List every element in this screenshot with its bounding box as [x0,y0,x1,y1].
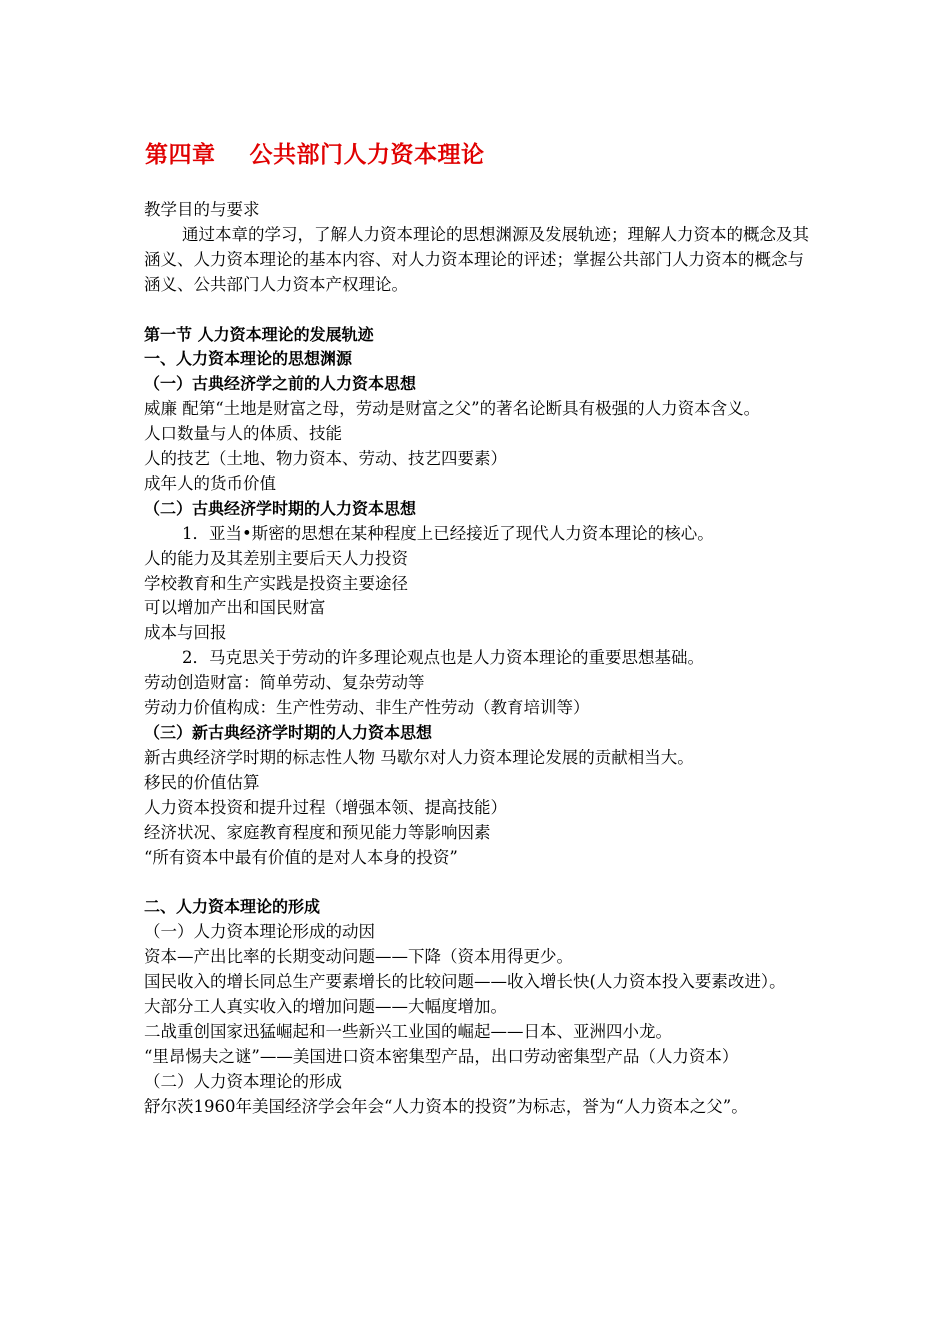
paragraph: 国民收入的增长同总生产要素增长的比较问题——收入增长快(人力资本投入要素改进）。 [144,972,786,992]
paragraph: 成本与回报 [144,623,227,643]
numbered-item: 2．马克思关于劳动的许多理论观点也是人力资本理论的重要思想基础。 [182,648,704,668]
chapter-title: 第四章 公共部门人力资本理论 [145,142,485,168]
paragraph: 人的能力及其差别主要后天人力投资 [144,548,408,568]
paragraph: 可以增加产出和国民财富 [144,598,326,618]
paragraph: 人口数量与人的体质、技能 [144,424,342,444]
subsection-title: （三）新古典经济学时期的人力资本思想 [144,723,433,743]
paragraph: 人力资本投资和提升过程（增强本领、提高技能） [144,797,507,817]
paragraph: 大部分工人真实收入的增加问题——大幅度增加。 [144,996,507,1016]
spacer [144,298,812,323]
paragraph: 新古典经济学时期的标志性人物 马歇尔对人力资本理论发展的贡献相当大。 [144,747,694,767]
paragraph: 舒尔茨1960年美国经济学会年会“人力资本的投资”为标志，誉为“人力资本之父”。 [144,1096,748,1116]
paragraph: 经济状况、家庭教育程度和预见能力等影响因素 [144,822,491,842]
paragraph: 成年人的货币价值 [144,473,276,493]
quote: “所有资本中最有价值的是对人本身的投资” [144,847,458,867]
part-title: 二、人力资本理论的形成 [144,897,321,917]
paragraph: 移民的价值估算 [144,772,260,792]
subsection-title: （一）人力资本理论形成的动因 [144,922,375,942]
paragraph: “里昂惕夫之谜”——美国进口资本密集型产品，出口劳动密集型产品（人力资本） [144,1046,739,1066]
paragraph: 二战重创国家迅猛崛起和一些新兴工业国的崛起——日本、亚洲四小龙。 [144,1021,672,1041]
paragraph: 劳动力价值构成：生产性劳动、非生产性劳动（教育培训等） [144,698,590,718]
paragraph: 人的技艺（土地、物力资本、劳动、技艺四要素） [144,449,507,469]
objectives-text: 通过本章的学习，了解人力资本理论的思想渊源及发展轨迹；理解人力资本的概念及其涵义、人力资本理论的基本内容、对人力资本理论的评述；掌握公共部门人力资本的概念与涵义、公共部门人力资本产权理论。 [144,224,809,294]
part-title: 一、人力资本理论的思想渊源 [144,349,353,369]
section-title: 第一节 人力资本理论的发展轨迹 [144,324,374,344]
paragraph: 威廉 配第“土地是财富之母，劳动是财富之父”的著名论断具有极强的人力资本含义。 [144,399,761,419]
paragraph: 学校教育和生产实践是投资主要途径 [144,573,408,593]
subsection-title: （一）古典经济学之前的人力资本思想 [144,374,417,394]
spacer [144,870,812,895]
document-body [144,198,812,1120]
paragraph: 资本—产出比率的长期变动问题——下降（资本用得更少。 [144,947,573,967]
paragraph: 劳动创造财富：简单劳动、复杂劳动等 [144,673,425,693]
subsection-title: （二）古典经济学时期的人力资本思想 [144,498,417,518]
numbered-item: 1．亚当•斯密的思想在某种程度上已经接近了现代人力资本理论的核心。 [182,523,714,543]
subsection-title: （二）人力资本理论的形成 [144,1071,342,1091]
objectives-heading: 教学目的与要求 [144,200,260,219]
